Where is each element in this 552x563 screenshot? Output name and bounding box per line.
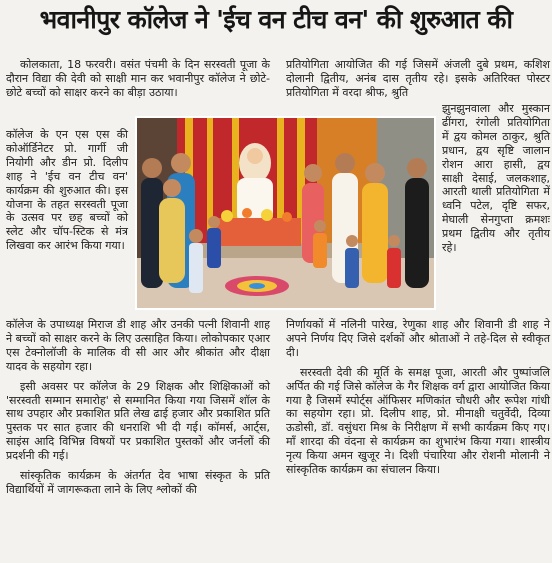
paragraph-results: झुनझुनवाला और मुस्कान ढींगरा, रंगोली प्रतियोगिता में द्वय कोमल ठाकुर, श्रुति प्रधान, द्वय सृष्टि जालान रोशन आरा हासी, द्वय साक्षी देसाई, जलकशाह, आरती थाली प्रतियोगिता में ध्वनि पटेल, दृष्टि सफर, मेघाली सेनगुप्ता क्रमशः प्रथम द्वितीय और तृतीय रहे। xyxy=(442,102,550,255)
column-right-wrap xyxy=(442,102,550,255)
paragraph-honours: इसी अवसर पर कॉलेज के 29 शिक्षक और शिक्षिकाओं को 'सरस्वती सम्मान समारोह' से सम्मानित किया गया जिसमें शॉल के साथ उपहार और प्रकाशित प्रति लेख ढाई हजार और प्रकाशित प्रति पुस्तक पर सात हजार की धनराशि भी दी गई। कॉमर्स, आर्ट्स, साइंस आदि विभिन्न विषयों पर प्रकाशित पुस्तकों और जर्नलों की प्रदर्शनी की गई। xyxy=(6,379,270,463)
column-left-intro xyxy=(6,58,270,100)
news-photo xyxy=(135,116,436,310)
column-right-bottom xyxy=(286,318,550,477)
paragraph-vice-president: कॉलेज के उपाध्यक्ष मिराज डी शाह और उनकी पत्नी शिवानी शाह ने बच्चों को साक्षर करने के लिए उत्साहित किया। लोकोपकार एआर एस टेक्नोलॉजी के मालिक वी सी आर और श्रीकांत और दीक्षा यादव के सहयोग रहा। xyxy=(6,318,270,373)
paragraph-cultural: सांस्कृतिक कार्यक्रम के अंतर्गत देव भाषा संस्कृत के प्रति विद्यार्थियों में जागरूकता लाने के लिए श्लोकों की xyxy=(6,469,270,496)
paragraph-judges: निर्णायकों में नलिनी पारेख, रेणुका शाह और शिवानी डी शाह ने अपने निर्णय दिए जिसे दर्शकों और श्रोताओं ने तहे-दिल से स्वीकृत दी। xyxy=(286,318,550,359)
photo-illustration xyxy=(137,118,434,308)
headline: भवानीपुर कॉलेज ने 'ईच वन टीच वन' की शुरुआत की xyxy=(39,5,513,34)
paragraph-puja: सरस्वती देवी की मूर्ति के समक्ष पूजा, आरती और पुष्पांजलि अर्पित की गई जिसे कॉलेज के गैर शिक्षक वर्ग द्वारा आयोजित किया गया है जिसमें स्पोर्ट्स ऑफिसर मणिकांत चौधरी और रूपेश गांधी का सहयोग रहा। प्रो. दिलीप शाह, प्रो. मीनाक्षी चतुर्वेदी, दिव्या ऊडोसी, डॉ. वसुंधरा मिश्र के निरीक्षण में सभी कार्यक्रम किए गए। माँ शारदा की वंदना से कार्यक्रम का शुभारंभ किया गया। शास्त्रीय नृत्य किया अमन खुजूर ने। दिशी पंचारिया और रोशनी मोलानी ने सांस्कृतिक कार्यक्रम का संचालन किया। xyxy=(286,365,550,477)
paragraph-intro: कोलकाता, 18 फरवरी। वसंत पंचमी के दिन सरस्वती पूजा के दौरान विद्या की देवी को साक्षी मान कर भवानीपुर कॉलेज ने छोटे-छोटे बच्चों को साक्षर करने का बीड़ा उठाया। xyxy=(6,58,270,99)
column-left-wrap xyxy=(6,128,128,253)
column-left-bottom xyxy=(6,318,270,497)
paragraph-competition: प्रतियोगिता आयोजित की गई जिसमें अंजली दुबे प्रथम, कशिश दोलानी द्वितीय, अनंब दास तृतीय रहे। इसके अतिरिक्त पोस्टर प्रतियोगिता में वरदा श्रीफ, श्रुति xyxy=(286,58,550,99)
column-right-top xyxy=(286,58,550,100)
paragraph-nss: कॉलेज के एन एस एस की कोऑर्डिनेटर प्रो. गार्गी जी नियोगी और डीन प्रो. दिलीप शाह ने 'ईच वन टीच वन' कार्यक्रम की शुरुआत की। इस योजना के तहत सरस्वती पूजा के उत्सव पर छह बच्चों को स्लेट और चॉप-स्टिक से मंत्र लिखवा कर आरंभ किया गया। xyxy=(6,128,128,253)
